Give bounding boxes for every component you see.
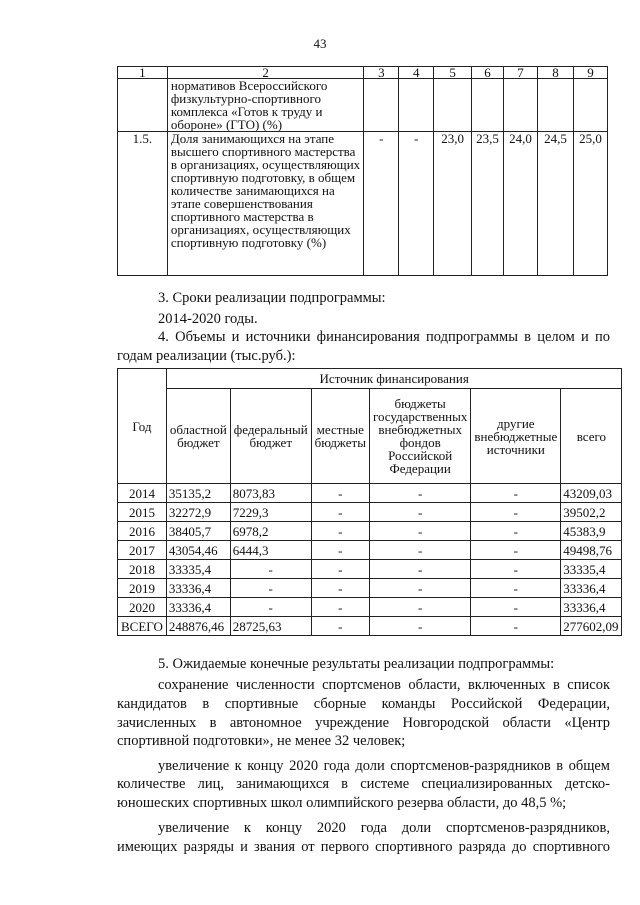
value-cell: 33336,4 [166,579,230,598]
row-number [118,79,168,132]
table-row [118,541,622,560]
column-number: 5 [434,67,472,79]
value-cell: 7229,3 [230,503,311,522]
value-cell: 6444,3 [230,541,311,560]
value-cell [472,79,504,132]
result-3-line-1: увеличение к концу 2020 года доли спортсменов-разрядников, [158,820,610,836]
value-cell: 32272,9 [166,503,230,522]
value-cell: - [369,560,470,579]
value-cell: - [471,579,561,598]
section-4-line-1: 4. Объемы и источники финансирования подпрограммы в целом и по [158,329,610,345]
value-cell: 23,0 [434,132,472,276]
column-number: 1 [118,67,168,79]
indicator-text: нормативов Всероссийского физкультурно-спортивного комплекса «Готов к труду и обороне» (ГТО) (%) [167,79,364,132]
value-cell: - [369,541,470,560]
value-cell: - [311,598,369,617]
table-total-row [118,617,622,636]
column-header: федеральный бюджет [230,389,311,484]
result-2-line-2: количестве лиц, занимающихся в системе специализированных детско- [117,776,610,792]
column-number: 7 [504,67,538,79]
section-3-years: 2014-2020 годы. [158,311,258,327]
value-cell: 33336,4 [561,598,622,617]
value-cell: 33336,4 [166,598,230,617]
value-cell: 49498,76 [561,541,622,560]
value-cell: 33336,4 [561,579,622,598]
value-cell: 23,5 [472,132,504,276]
column-header: другие внебюджетные источники [471,389,561,484]
year-cell: 2018 [118,560,167,579]
year-cell: 2020 [118,598,167,617]
column-number: 9 [573,67,607,79]
table-row [118,598,622,617]
value-cell: - [230,560,311,579]
column-header: бюджеты государственных внебюджетных фондов Российской Федерации [369,389,470,484]
value-cell: - [230,598,311,617]
value-cell: - [311,617,369,636]
table-row [118,79,608,132]
value-cell: 39502,2 [561,503,622,522]
value-cell: - [399,132,434,276]
value-cell: - [230,579,311,598]
value-cell: - [364,132,399,276]
value-cell: - [471,617,561,636]
value-cell: - [311,579,369,598]
value-cell: 277602,09 [561,617,622,636]
indicator-text: Доля занимающихся на этапе высшего спортивного мастерства в организациях, осуществляющих спортивную подготовку, в общем количестве занимающихся на этапе совершенствования спортивного мастерства в организациях, осуществляющих спортивную подготовку (%) [167,132,364,276]
year-cell: 2016 [118,522,167,541]
value-cell [399,79,434,132]
column-header: местные бюджеты [311,389,369,484]
value-cell: - [311,484,369,503]
value-cell: - [471,560,561,579]
section-5-title: 5. Ожидаемые конечные результаты реализации подпрограммы: [158,656,555,672]
column-number: 8 [538,67,574,79]
result-2-line-1: увеличение к концу 2020 года доли спортсменов-разрядников в общем [158,758,610,774]
value-cell: 35135,2 [166,484,230,503]
value-cell: - [311,503,369,522]
year-cell: 2014 [118,484,167,503]
year-cell: 2017 [118,541,167,560]
source-header: Источник финансирования [166,369,622,389]
value-cell: - [369,617,470,636]
value-cell: - [471,503,561,522]
column-number: 4 [399,67,434,79]
value-cell: 33335,4 [561,560,622,579]
indicators-table [117,66,608,276]
page-number: 43 [313,36,327,51]
value-cell: 25,0 [573,132,607,276]
year-cell: ВСЕГО [118,617,167,636]
financing-table [117,368,622,636]
table-header-row [118,389,622,484]
table-row [118,503,622,522]
value-cell: 28725,63 [230,617,311,636]
column-number-row [118,67,608,79]
value-cell [573,79,607,132]
result-1-line-3: зачисленных в автономное учреждение Новгородской области «Центр [117,715,610,731]
value-cell [504,79,538,132]
result-1-line-2: кандидатов в спортивные сборные команды Российской Федерации, [117,696,610,712]
value-cell: 45383,9 [561,522,622,541]
column-header: всего [561,389,622,484]
result-2-line-3: юношеских спортивных школ олимпийского резерва области, до 48,5 %; [117,795,567,811]
section-3-title: 3. Сроки реализации подпрограммы: [158,290,386,306]
value-cell: - [311,541,369,560]
value-cell: - [471,522,561,541]
value-cell [364,79,399,132]
value-cell: 43209,03 [561,484,622,503]
value-cell: - [369,522,470,541]
value-cell: 6978,2 [230,522,311,541]
row-number: 1.5. [118,132,168,276]
table-header-row [118,369,622,389]
column-number: 3 [364,67,399,79]
result-1-line-4: спортивной подготовки», не менее 32 человек; [117,733,406,749]
table-row [118,132,608,276]
value-cell: - [311,560,369,579]
value-cell: 248876,46 [166,617,230,636]
value-cell: - [471,484,561,503]
value-cell: 24,5 [538,132,574,276]
column-header: областной бюджет [166,389,230,484]
value-cell: - [369,484,470,503]
value-cell: - [471,541,561,560]
value-cell: 24,0 [504,132,538,276]
value-cell: - [471,598,561,617]
value-cell: 38405,7 [166,522,230,541]
value-cell: - [311,522,369,541]
table-row [118,560,622,579]
value-cell: - [369,579,470,598]
table-row [118,522,622,541]
year-header: Год [118,369,167,484]
table-row [118,579,622,598]
value-cell: - [369,503,470,522]
column-number: 6 [472,67,504,79]
value-cell: 8073,83 [230,484,311,503]
table-row [118,484,622,503]
section-4-line-2: годам реализации (тыс.руб.): [117,348,296,364]
value-cell [538,79,574,132]
value-cell [434,79,472,132]
year-cell: 2019 [118,579,167,598]
result-3-line-2: имеющих разряды и звания от первого спортивного разряда до спортивного [117,839,610,855]
value-cell: 33335,4 [166,560,230,579]
year-cell: 2015 [118,503,167,522]
value-cell: - [369,598,470,617]
value-cell: 43054,46 [166,541,230,560]
column-number: 2 [167,67,364,79]
result-1-line-1: сохранение численности спортсменов области, включенных в список [158,677,610,693]
